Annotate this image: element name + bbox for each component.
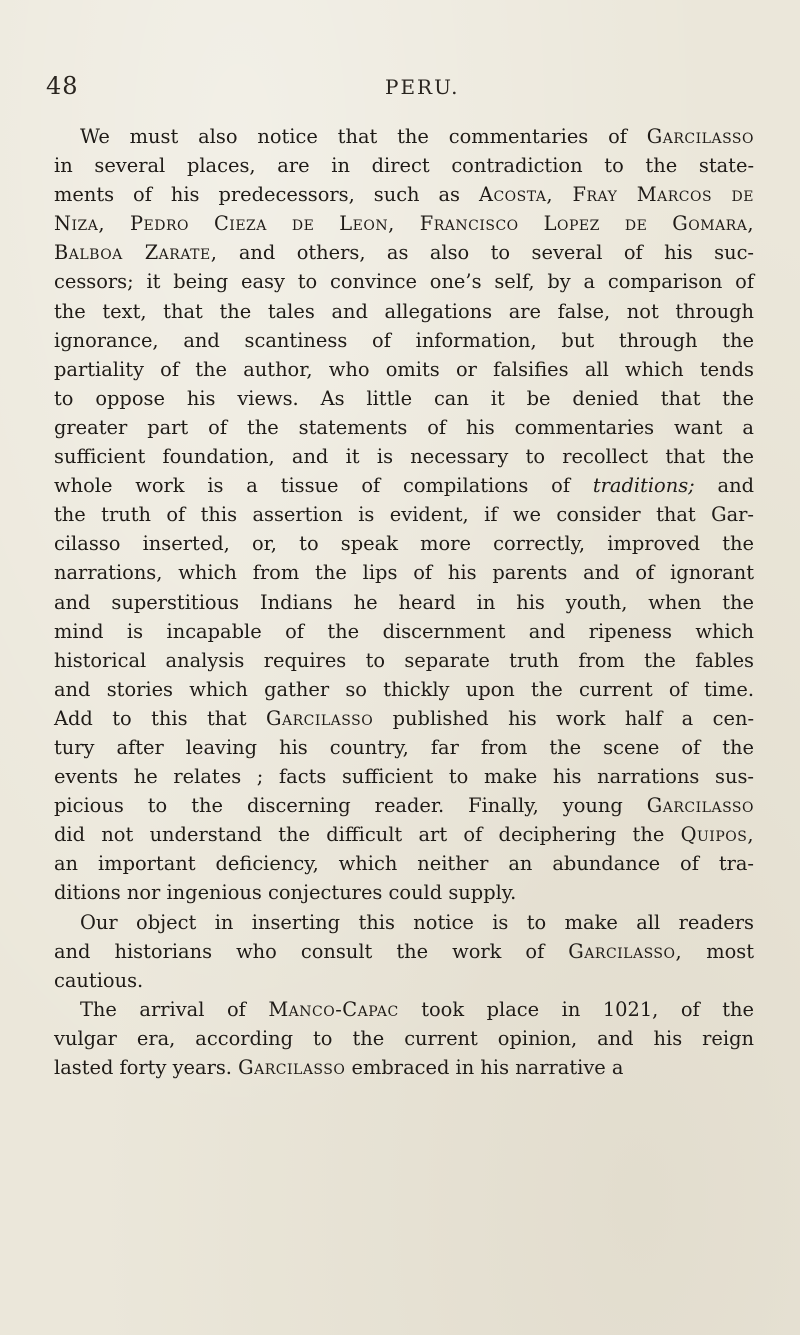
text-segment: Garcilasso [646,794,754,818]
page-header [0,72,800,106]
text-segment: We must also notice that the commentaries of [80,125,647,148]
text-line [54,297,754,326]
text-segment: vulgar era, according to the current opinion, and his reign [54,1026,754,1050]
text-segment: ignorance, and scantiness of information, but through the [54,328,754,352]
text-line [54,849,754,878]
text-segment: narrations, which from the lips of his parents and of ignorant [54,561,754,585]
text-line [54,122,754,151]
text-segment: greater part of the statements of his commentaries want a [54,415,754,439]
text-line [54,267,754,296]
text-segment: sufficient foundation, and it is necessary to recollect that the [54,445,754,469]
text-segment: events he relates ; facts sufficient to make his narrations sus- [54,765,754,789]
body-text [54,122,754,1082]
text-line [54,326,754,355]
text-segment: Niza, Pedro Cieza de Leon, Francisco Lopez de Gomara, [54,212,754,236]
text-line [54,442,754,471]
text-segment: ments of his predecessors, such as [54,183,479,207]
text-line [54,675,754,704]
text-segment: tury after leaving his country, far from the scene of the [54,735,754,759]
text-segment: historical analysis requires to separate truth from the fables [54,648,754,672]
text-segment: Garcilasso, [568,939,683,963]
text-line [54,704,754,733]
text-line [54,733,754,762]
text-segment: and others, as also to several of his suc- [217,241,754,265]
text-line [54,529,754,558]
paragraph [54,908,754,995]
text-segment: Garcilasso [238,1056,346,1079]
text-segment: the truth of this assertion is evident, if we consider that Gar- [54,503,754,527]
text-segment: an important deficiency, which neither an abundance of tra- [54,852,754,876]
text-segment: ditions nor ingenious conjectures could supply. [54,881,517,905]
text-segment: Manco-Capac [268,997,399,1021]
text-segment: published his work half a cen- [373,706,754,730]
paragraph [54,995,754,1082]
text-segment: took place in 1021, of the [398,997,754,1021]
text-segment: Garcilasso [266,706,374,730]
text-line [54,878,754,907]
text-line [54,588,754,617]
text-segment: and historians who consult the work of [54,939,569,963]
text-line [54,238,754,267]
text-line [54,151,754,180]
text-line [54,355,754,384]
text-line [54,646,754,675]
text-segment: and [694,474,754,498]
text-line [54,558,754,587]
text-segment: the text, that the tales and allegations are false, not through [54,299,754,323]
text-segment: cilasso inserted, or, to speak more correctly, improved the [54,532,754,556]
text-segment: whole work is a tissue of compilations of [54,474,593,498]
text-segment: in several places, are in direct contradiction to the state- [54,154,754,178]
text-segment: lasted forty years. [54,1056,239,1079]
text-segment: The arrival of [80,997,269,1021]
text-line [54,820,754,849]
text-line [54,209,754,238]
text-line [54,966,754,995]
text-line [54,500,754,529]
text-line [54,937,754,966]
text-segment: Garcilasso [646,125,754,148]
text-segment: Balboa Zarate, [54,241,218,265]
text-line [54,908,754,937]
text-line [54,384,754,413]
text-segment: picious to the discerning reader. Finally, young [54,794,647,818]
text-segment: embraced in his narrative a [345,1056,624,1079]
text-segment: mind is incapable of the discernment and ripeness which [54,619,754,643]
text-segment: partiality of the author, who omits or falsifies all which tends [54,357,754,381]
running-title: PERU. [385,75,460,99]
text-line [54,617,754,646]
text-line [54,180,754,209]
text-segment: traditions; [592,474,695,498]
text-segment: and superstitious Indians he heard in his youth, when the [54,590,754,614]
text-segment: Our object in inserting this notice is to make all readers [80,910,754,934]
text-line [54,762,754,791]
text-line [54,995,754,1024]
text-line [54,791,754,820]
text-line [54,1053,754,1082]
text-line [54,471,754,500]
paragraph [54,122,754,908]
text-segment: and stories which gather so thickly upon the current of time. [54,677,754,701]
text-segment: did not understand the difficult art of deciphering the [54,823,681,847]
text-segment: most [682,939,754,963]
page-number: 48 [46,72,79,100]
text-segment: cessors; it being easy to convince one’s self, by a comparison of [54,270,754,294]
text-segment: Quipos, [680,823,754,847]
text-line [54,413,754,442]
text-segment: Acosta, Fray Marcos de [478,183,754,207]
text-segment: Add to this that [54,706,266,730]
text-segment: cautious. [54,968,144,992]
text-line [54,1024,754,1053]
text-segment: to oppose his views. As little can it be denied that the [54,386,754,410]
